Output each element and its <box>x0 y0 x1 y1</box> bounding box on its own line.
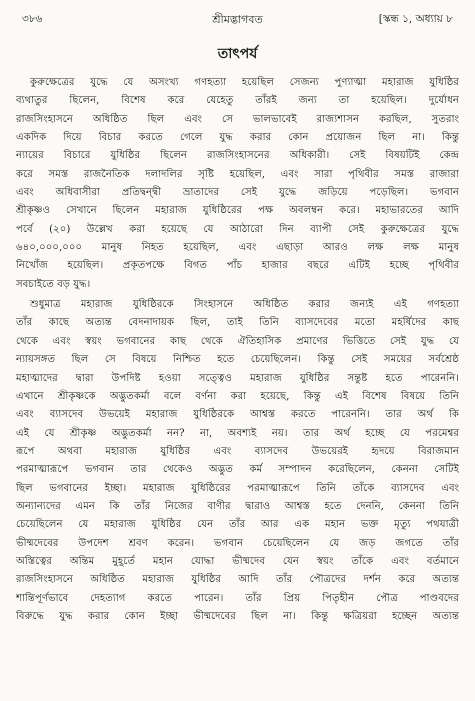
text-line: রূপে অথবা মহারাজ যুধিষ্ঠির এবং ব্যাসদেব উভয়েরই হৃদয়ে বিরাজমান <box>16 445 459 457</box>
text-line: করে সমস্ত রাজনৈতিক দলাদলির সৃষ্টি হয়েছিল, এবং সারা পৃথিবীর সমস্ত রাজারা <box>16 168 459 180</box>
text-line: ৬৪০,০০০,০০০ মানুষ নিহত হয়েছিল, এবং এছাড়া আরও লক্ষ লক্ষ মানুষ <box>16 242 459 254</box>
text-line: শুধুমাত্র মহারাজ যুধিষ্ঠিরকে সিংহাসনে অধিষ্ঠিত করার জন্যই এই গণহত্যা <box>30 299 459 311</box>
section-heading: তাৎপর্য <box>217 46 258 62</box>
book-title: শ্রীমদ্ভাগবত <box>212 13 263 26</box>
text-line: এই যে শ্রীকৃষ্ণ অদ্ভুতকর্মা নন? না, অবশ্যই নয়। তার অর্থ হচ্ছে যে পরমেশ্বর <box>16 427 459 439</box>
text-line: নিখোঁজ হয়েছিল। প্রকৃতপক্ষে বিগত পাঁচ হাজার বছরে এটিই হচ্ছে পৃথিবীর <box>16 260 459 272</box>
paragraph-2 <box>16 296 459 626</box>
chapter-reference: [স্কন্ধ ১, অধ্যায় ৮ <box>378 13 453 25</box>
page-number: ৩৮৬ <box>22 13 43 25</box>
text-line: তাঁর কাছে অত্যন্ত বেদনাদায়ক ছিল, তাই তিনি ব্যাসদেবের মতো মহর্ষিদের কাছ <box>16 317 459 329</box>
text-line: শান্তিপূর্ণভাবে দেহত্যাগ করতে পারেন। তাঁর প্রিয় পিতৃহীন পৌত্র পাণ্ডবদের <box>16 592 459 604</box>
text-line: চেয়েছিলেন যে মহারাজ যুধিষ্ঠির যেন তাঁর আর এক মহান ভক্ত মৃত্যু পথযাত্রী <box>16 519 459 531</box>
text-line: ন্যায়সঙ্গত ছিল সে বিষয়ে নিশ্চিত হতে চেয়েছিলেন। কিন্তু সেই সময়ের সর্বশ্রেষ্ঠ <box>16 354 459 366</box>
text-line: একদিক দিয়ে বিচার করতে গেলে যুদ্ধ করার কোন প্রয়োজন ছিল না। কিন্তু <box>16 132 459 144</box>
text-line: অস্তিত্বের অন্তিম মুহূর্তে মহান যোদ্ধা ভীষ্মদেব যেন স্বয়ং তাঁকে এবং বর্তমানে <box>16 555 459 567</box>
text-line: এবং অধিবাসীরা প্রতিদ্বন্দ্বী ভ্রাতাদের সেই যুদ্ধে জড়িয়ে পড়েছিল। ভগবান <box>16 187 459 199</box>
text-line: শ্রীকৃষ্ণও সেখানে ছিলেন মহারাজ যুধিষ্ঠিরের পক্ষ অবলম্বন করে। মহাভারতের আদি <box>16 205 459 217</box>
text-line: পরমাত্মারূপে ভগবান তার থেকেও অদ্ভুত কর্ম সম্পাদন করেছিলেন, কেননা সেটিই <box>16 464 459 476</box>
text-line: মহাত্মাদের দ্বারা উপদিষ্ট হওয়া সত্ত্বেও মহারাজ যুধিষ্ঠির সন্তুষ্ট হতে পারেননি। <box>16 372 459 384</box>
text-line: ভীষ্মদেবের উপদেশ শ্রবণ করেন। ভগবান চেয়েছিলেন যে জড় জগতে তাঁর <box>16 537 459 549</box>
text-line: ন্যায়ের বিচারে যুধিষ্ঠির ছিলেন রাজসিংহাসনের অধিকারী। সেই বিষয়টিই কেন্দ্র <box>16 150 459 162</box>
text-line: রাজসিংহাসনে অধিষ্ঠিত ছিল এবং সে ভালভাবেই রাজ্যশাসন করছিল, সুতরাং <box>16 113 459 125</box>
text-line: এবং ব্যাসদেব উভয়েই মহারাজ যুধিষ্ঠিরকে আশ্বস্ত করতে পারেননি। তার অর্থ কি <box>16 409 459 421</box>
text-line: কুরুক্ষেত্রের যুদ্ধে যে অসংখ্য গণহত্যা হয়েছিল সেজন্য পুণ্যাত্মা মহারাজ যুধিষ্ঠির <box>30 77 459 88</box>
text-line: পর্বে (২০) উল্লেখ করা হয়েছে যে আঠারো দিন ব্যাপী সেই কুরুক্ষেত্রের যুদ্ধে <box>16 223 459 235</box>
text-line: ব্যথাতুর ছিলেন, বিশেষ করে যেহেতু তাঁরই জন্য তা হয়েছিল। দুর্যোধন <box>16 95 459 107</box>
text-line: রাজসিংহাসনে অধিষ্ঠিত মহারাজ যুধিষ্ঠির আদি তাঁর পৌত্রদের দর্শন করে অত্যন্ত <box>16 574 459 586</box>
text-line: অন্যান্যদের এমন কি তাঁর নিজের বাণীর দ্বারাও আশ্বস্ত হতে দেননি, কেননা তিনি <box>16 500 459 512</box>
text-line: ছিল ভগবানের ইচ্ছা। মহারাজ যুধিষ্ঠিরের পরমাত্মারূপে তিনি তাঁকে ব্যাসদেব এবং <box>16 482 459 494</box>
text-line: এখানে শ্রীকৃষ্ণকে অদ্ভুতকর্মা বলে বর্ণনা করা হয়েছে, কিন্তু এই বিশেষ বিষয়ে তিনি <box>16 390 459 402</box>
text-line: সবচাইতে বড় যুদ্ধ। <box>16 278 91 290</box>
text-line: থেকে এবং স্বয়ং ভগবানের কাছ থেকে ঐতিহাসিক প্রমাণের ভিত্তিতে সেই যুদ্ধ যে <box>16 335 459 347</box>
running-header <box>16 8 459 26</box>
paragraph-1 <box>16 74 459 294</box>
text-line: বিরুদ্ধে যুদ্ধ করার কোন ইচ্ছা ভীষ্মদেবের ছিল না। কিন্তু ক্ষত্রিয়রা হচ্ছেন অত্যন্ত <box>16 610 459 622</box>
